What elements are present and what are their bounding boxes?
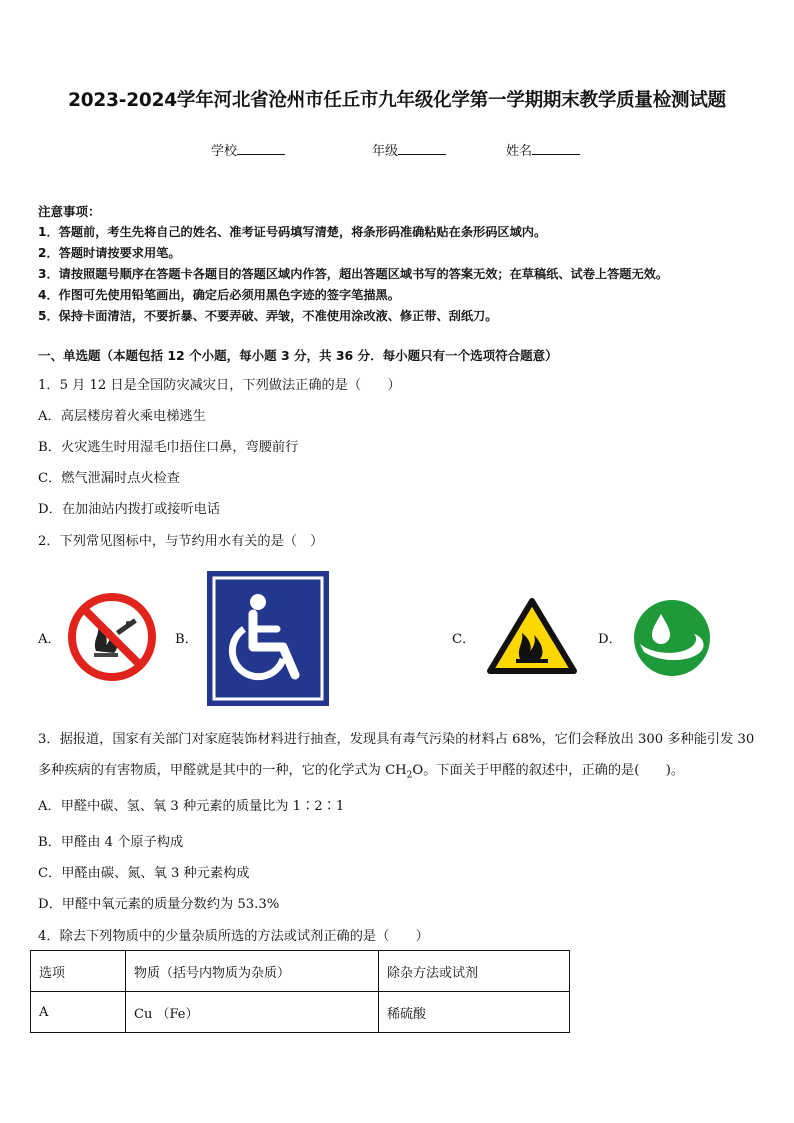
table-header-row xyxy=(31,951,570,992)
flammable-warning-icon xyxy=(486,597,578,675)
school-field: 学校 xyxy=(211,140,285,159)
q1-option-d: D．在加油站内拨打或接听电话 xyxy=(38,502,221,517)
table-header-cell: 除杂方法或试剂 xyxy=(379,951,570,992)
wheelchair-icon xyxy=(207,571,329,706)
q1-option-c: C．燃气泄漏时点火检查 xyxy=(38,471,180,486)
note-item: 1．答题前，考生先将自己的姓名、准考证号码填写清楚，将条形码准确粘贴在条形码区域内。 xyxy=(38,225,547,239)
q3-option-d: D．甲醛中氧元素的质量分数约为 53.3% xyxy=(38,897,280,912)
note-item: 5．保持卡面清洁，不要折暴、不要弄破、弄皱，不准使用涂改液、修正带、刮纸刀。 xyxy=(38,309,498,323)
school-blank[interactable] xyxy=(237,142,285,155)
grade-field: 年级 xyxy=(372,140,446,159)
name-field: 姓名 xyxy=(506,140,580,159)
section-heading: 一、单选题（本题包括 12 个小题，每小题 3 分，共 36 分．每小题只有一个选项符合题意） xyxy=(38,348,558,363)
note-item: 3．请按照题号顺序在答题卡各题目的答题区域内作答，超出答题区域书写的答案无效；在草稿纸、试卷上答题无效。 xyxy=(38,267,669,281)
no-fire-icon xyxy=(66,591,158,683)
table-cell: A xyxy=(31,992,126,1033)
grade-blank[interactable] xyxy=(398,142,446,155)
table-row xyxy=(31,992,570,1033)
note-item: 2．答题时请按要求用笔。 xyxy=(38,246,181,260)
table-header-cell: 物质（括号内物质为杂质） xyxy=(126,951,379,992)
question-3-stem: 3．据报道，国家有关部门对家庭装饰材料进行抽查，发现具有毒气污染的材料占 68%，它们会释放出 300 多种能引发 30 多种疾病的有害物质，甲醛就是其中的一种，它的化学式为 $CH_2O$。下面关于甲醛的叙述中，正确的是( )。 xyxy=(38,732,755,781)
question-1-stem: 1．5 月 12 日是全国防灾减灾日，下列做法正确的是（ ） xyxy=(38,378,401,393)
q3-option-b: B．甲醛由 4 个原子构成 xyxy=(38,835,184,850)
q3-option-a: A．甲醛中碳、氢、氧 3 种元素的质量比为 1∶2∶1 xyxy=(38,799,345,814)
q2-label-d: D． xyxy=(598,632,622,647)
q1-option-b: B．火灾逃生时用湿毛巾捂住口鼻，弯腰前行 xyxy=(38,440,299,455)
q2-label-a: A． xyxy=(38,632,61,647)
question-4-stem: 4．除去下列物质中的少量杂质所选的方法或试剂正确的是（ ） xyxy=(38,929,429,944)
table-cell: Cu （Fe） xyxy=(126,992,379,1033)
note-item: 4．作图可先使用铅笔画出，确定后必须用黑色字迹的签字笔描黑。 xyxy=(38,288,400,302)
q4-table xyxy=(30,950,570,1033)
water-saving-icon xyxy=(632,598,712,678)
question-2-stem: 2．下列常见图标中，与节约用水有关的是（ ） xyxy=(38,534,324,549)
table-header-cell: 选项 xyxy=(31,951,126,992)
q3-option-c: C．甲醛由碳、氮、氧 3 种元素构成 xyxy=(38,866,250,881)
page-title: 2023-2024学年河北省沧州市任丘市九年级化学第一学期期末教学质量检测试题 xyxy=(68,90,726,111)
notes-heading: 注意事项： xyxy=(38,204,101,219)
name-blank[interactable] xyxy=(532,142,580,155)
q2-label-c: C． xyxy=(452,632,476,647)
table-cell: 稀硫酸 xyxy=(379,992,570,1033)
q1-option-a: A．高层楼房着火乘电梯逃生 xyxy=(38,409,206,424)
q2-label-b: B． xyxy=(175,632,198,647)
